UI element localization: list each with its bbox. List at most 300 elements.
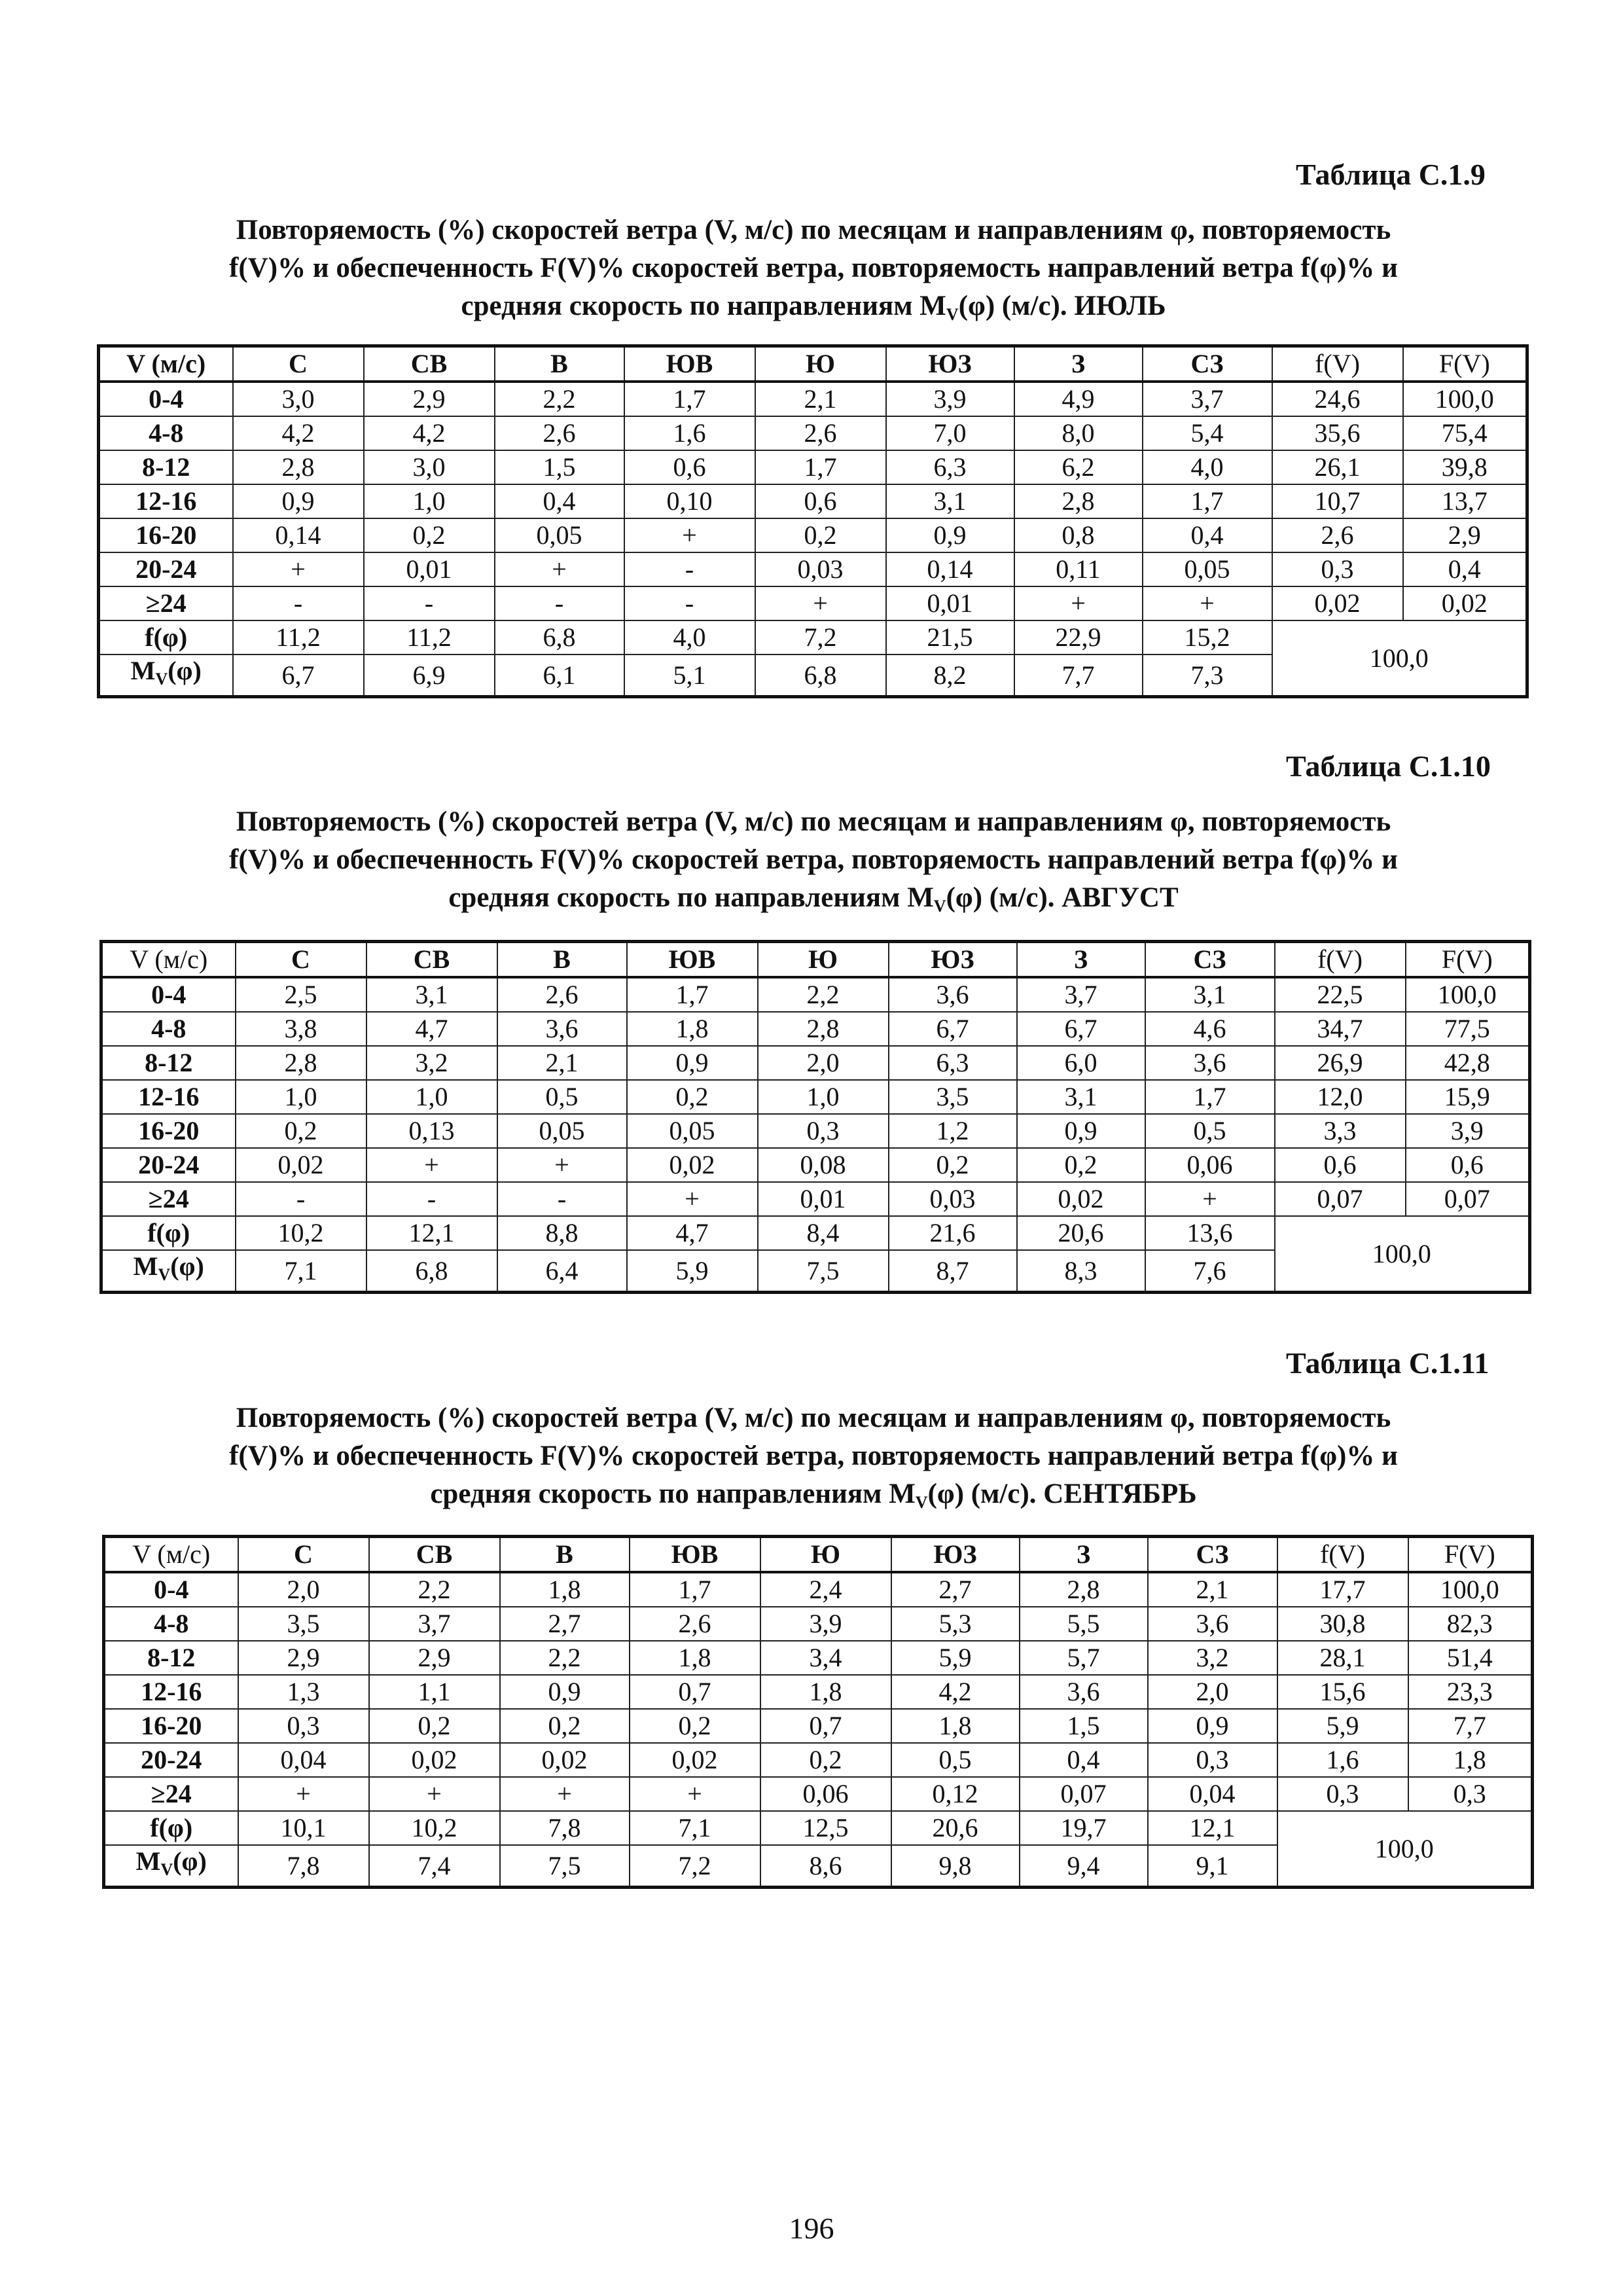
table-cell: 0,12 bbox=[891, 1777, 1020, 1811]
table-cell: 4,0 bbox=[1143, 450, 1272, 484]
table-cell: 0,4 bbox=[1403, 552, 1527, 586]
total-cell: 100,0 bbox=[1272, 620, 1527, 697]
table-cell: - bbox=[497, 1182, 627, 1216]
table-cell: 0,6 bbox=[624, 450, 755, 484]
table-cell: 2,2 bbox=[369, 1572, 500, 1607]
table-cell: + bbox=[627, 1182, 758, 1216]
table-row bbox=[104, 1675, 1533, 1709]
row-label-subscript: V bbox=[155, 670, 168, 689]
row-label-tail: (φ) bbox=[173, 1846, 207, 1876]
table-cell: 7,5 bbox=[500, 1845, 630, 1888]
row-label: 8-12 bbox=[104, 1641, 238, 1675]
table-cell: 3,7 bbox=[369, 1607, 500, 1641]
table-cell: 2,9 bbox=[369, 1641, 500, 1675]
table-cell: 0,2 bbox=[364, 518, 495, 552]
table-row bbox=[101, 1080, 1530, 1114]
table-cell: 0,2 bbox=[630, 1709, 760, 1743]
table-header-row bbox=[101, 942, 1530, 978]
wind-table-august bbox=[99, 940, 1531, 1294]
header-cell: СВ bbox=[366, 942, 497, 978]
title-line bbox=[97, 287, 1530, 334]
table-cell: 2,7 bbox=[500, 1607, 630, 1641]
table-cell: 35,6 bbox=[1272, 416, 1403, 450]
total-cell: 100,0 bbox=[1275, 1216, 1530, 1293]
table-cell: 0,14 bbox=[233, 518, 364, 552]
header-cell: СВ bbox=[369, 1537, 500, 1573]
title-line-text: средняя скорость по направлениям M bbox=[448, 882, 934, 913]
table-cell: 0,01 bbox=[758, 1182, 889, 1216]
table-cell: 0,11 bbox=[1014, 552, 1143, 586]
table-cell: 6,8 bbox=[755, 655, 886, 697]
table-cell: 3,1 bbox=[366, 977, 497, 1012]
table-cell: 0,2 bbox=[760, 1743, 891, 1777]
table-cell: 13,7 bbox=[1403, 484, 1527, 518]
table-cell: 0,14 bbox=[886, 552, 1014, 586]
table-label: Таблица С.1.10 bbox=[1286, 749, 1491, 783]
title-line-text: (φ) (м/с). ИЮЛЬ bbox=[958, 291, 1166, 321]
header-cell: З bbox=[1017, 942, 1145, 978]
table-cell: + bbox=[1145, 1182, 1275, 1216]
row-label: 20-24 bbox=[104, 1743, 238, 1777]
title-line-text: средняя скорость по направлениям M bbox=[430, 1479, 916, 1509]
table-cell: 1,7 bbox=[755, 450, 886, 484]
table-cell: 0,4 bbox=[495, 484, 624, 518]
table-cell: 6,8 bbox=[366, 1250, 497, 1293]
table-cell: 6,4 bbox=[497, 1250, 627, 1293]
table-row bbox=[99, 518, 1527, 552]
table-cell: 0,13 bbox=[366, 1114, 497, 1148]
table-cell: 0,2 bbox=[889, 1148, 1017, 1182]
table-cell: 1,8 bbox=[891, 1709, 1020, 1743]
table-cell: 2,8 bbox=[233, 450, 364, 484]
row-label: ≥24 bbox=[104, 1777, 238, 1811]
table-cell: 6,9 bbox=[364, 655, 495, 697]
table-row bbox=[101, 1012, 1530, 1046]
table-cell: 10,2 bbox=[369, 1811, 500, 1845]
table-cell: 2,6 bbox=[1272, 518, 1403, 552]
table-cell: 20,6 bbox=[1017, 1216, 1145, 1250]
table-row bbox=[104, 1641, 1533, 1675]
table-row bbox=[101, 1114, 1530, 1148]
table-cell: 0,05 bbox=[495, 518, 624, 552]
header-cell: f(V) bbox=[1272, 346, 1403, 382]
table-cell: 7,0 bbox=[886, 416, 1014, 450]
row-label: f(φ) bbox=[101, 1216, 236, 1250]
table-cell: 0,5 bbox=[891, 1743, 1020, 1777]
table-cell: 5,9 bbox=[1277, 1709, 1408, 1743]
table-cell: + bbox=[369, 1777, 500, 1811]
table-row-f-phi bbox=[101, 1216, 1530, 1250]
header-cell: Ю bbox=[760, 1537, 891, 1573]
table-title bbox=[97, 211, 1530, 334]
row-label: 20-24 bbox=[101, 1148, 236, 1182]
table-row bbox=[104, 1572, 1533, 1607]
table-header-row bbox=[99, 346, 1527, 382]
table-cell: 0,4 bbox=[1020, 1743, 1148, 1777]
table-label: Таблица С.1.11 bbox=[1286, 1346, 1489, 1380]
table-cell: 5,7 bbox=[1020, 1641, 1148, 1675]
table-cell: 51,4 bbox=[1408, 1641, 1533, 1675]
header-cell: Ю bbox=[758, 942, 889, 978]
table-cell: 3,7 bbox=[1143, 382, 1272, 416]
table-cell: 4,7 bbox=[627, 1216, 758, 1250]
table-cell: 21,6 bbox=[889, 1216, 1017, 1250]
table-cell: 4,0 bbox=[624, 620, 755, 655]
table-cell: 3,0 bbox=[233, 382, 364, 416]
table-cell: 1,8 bbox=[500, 1572, 630, 1607]
table-row bbox=[101, 1046, 1530, 1080]
row-label: 12-16 bbox=[99, 484, 233, 518]
table-cell: 9,4 bbox=[1020, 1845, 1148, 1888]
title-subscript: V bbox=[933, 897, 946, 916]
row-label-subscript: V bbox=[160, 1860, 173, 1879]
table-cell: 2,2 bbox=[495, 382, 624, 416]
table-cell: 0,3 bbox=[1272, 552, 1403, 586]
table-cell: 15,9 bbox=[1406, 1080, 1530, 1114]
table-cell: 39,8 bbox=[1403, 450, 1527, 484]
row-label-tail: (φ) bbox=[170, 1251, 204, 1281]
table-cell: 3,3 bbox=[1275, 1114, 1406, 1148]
table-cell: 1,8 bbox=[627, 1012, 758, 1046]
table-cell: 0,03 bbox=[755, 552, 886, 586]
table-cell: 10,2 bbox=[236, 1216, 366, 1250]
title-line-text: (φ) (м/с). АВГУСТ bbox=[946, 882, 1179, 913]
header-cell: ЮВ bbox=[630, 1537, 760, 1573]
table-cell: 0,02 bbox=[369, 1743, 500, 1777]
row-label: ≥24 bbox=[101, 1182, 236, 1216]
table-cell: + bbox=[624, 518, 755, 552]
row-label: 16-20 bbox=[101, 1114, 236, 1148]
table-cell: 10,1 bbox=[238, 1811, 369, 1845]
table-cell: 10,7 bbox=[1272, 484, 1403, 518]
table-cell: 11,2 bbox=[233, 620, 364, 655]
row-label: 0-4 bbox=[99, 382, 233, 416]
row-label-main: M bbox=[135, 1846, 161, 1876]
table-cell: 1,3 bbox=[238, 1675, 369, 1709]
table-row bbox=[101, 977, 1530, 1012]
table-cell: 3,5 bbox=[889, 1080, 1017, 1114]
table-cell: 2,9 bbox=[1403, 518, 1527, 552]
table-cell: 0,2 bbox=[755, 518, 886, 552]
table-cell: 0,07 bbox=[1275, 1182, 1406, 1216]
title-line-text: (φ) (м/с). СЕНТЯБРЬ bbox=[927, 1479, 1197, 1509]
row-label: ≥24 bbox=[99, 586, 233, 620]
table-cell: + bbox=[238, 1777, 369, 1811]
table-cell: 15,6 bbox=[1277, 1675, 1408, 1709]
table-cell: 0,9 bbox=[500, 1675, 630, 1709]
table-cell: 2,9 bbox=[238, 1641, 369, 1675]
table-cell: 1,7 bbox=[1145, 1080, 1275, 1114]
table-row bbox=[104, 1777, 1533, 1811]
table-cell: 5,1 bbox=[624, 655, 755, 697]
table-cell: 0,4 bbox=[1143, 518, 1272, 552]
table-cell: + bbox=[1014, 586, 1143, 620]
table-cell: 12,1 bbox=[366, 1216, 497, 1250]
table-cell: 1,0 bbox=[364, 484, 495, 518]
table-cell: - bbox=[624, 586, 755, 620]
table-cell: 3,1 bbox=[886, 484, 1014, 518]
table-cell: 8,0 bbox=[1014, 416, 1143, 450]
table-cell: 8,2 bbox=[886, 655, 1014, 697]
table-cell: 11,2 bbox=[364, 620, 495, 655]
row-label: 4-8 bbox=[101, 1012, 236, 1046]
header-cell: З bbox=[1020, 1537, 1148, 1573]
table-cell: 2,2 bbox=[758, 977, 889, 1012]
table-cell: - bbox=[233, 586, 364, 620]
table-cell: 0,9 bbox=[1148, 1709, 1277, 1743]
header-cell: СЗ bbox=[1143, 346, 1272, 382]
table-cell: + bbox=[755, 586, 886, 620]
table-cell: 3,6 bbox=[1148, 1607, 1277, 1641]
table-cell: 7,6 bbox=[1145, 1250, 1275, 1293]
table-cell: 0,02 bbox=[1017, 1182, 1145, 1216]
table-cell: 8,4 bbox=[758, 1216, 889, 1250]
table-cell: 0,02 bbox=[1403, 586, 1527, 620]
table-cell: 77,5 bbox=[1406, 1012, 1530, 1046]
table-cell: 19,7 bbox=[1020, 1811, 1148, 1845]
table-row bbox=[99, 484, 1527, 518]
header-cell: f(V) bbox=[1275, 942, 1406, 978]
page-number: 196 bbox=[789, 2212, 834, 2245]
table-cell: 2,0 bbox=[758, 1046, 889, 1080]
table-cell: 0,3 bbox=[238, 1709, 369, 1743]
table-cell: 1,7 bbox=[1143, 484, 1272, 518]
header-cell: СВ bbox=[364, 346, 495, 382]
table-cell: 3,9 bbox=[886, 382, 1014, 416]
table-cell: 6,8 bbox=[495, 620, 624, 655]
title-line: f(V)% и обеспеченность F(V)% скоростей ветра, повторяемость направлений ветра f(φ)% и bbox=[229, 1441, 1398, 1471]
title-line-text: средняя скорость по направлениям M bbox=[461, 291, 946, 321]
table-cell: 7,2 bbox=[755, 620, 886, 655]
table-cell: 100,0 bbox=[1403, 382, 1527, 416]
header-cell: V (м/с) bbox=[99, 346, 233, 382]
row-label: 16-20 bbox=[104, 1709, 238, 1743]
table-cell: 26,1 bbox=[1272, 450, 1403, 484]
table-row bbox=[99, 416, 1527, 450]
table-cell: + bbox=[233, 552, 364, 586]
table-cell: + bbox=[366, 1148, 497, 1182]
table-cell: 4,2 bbox=[233, 416, 364, 450]
table-cell: 100,0 bbox=[1408, 1572, 1533, 1607]
table-cell: 7,3 bbox=[1143, 655, 1272, 697]
table-cell: 2,2 bbox=[500, 1641, 630, 1675]
table-cell: 2,8 bbox=[758, 1012, 889, 1046]
table-cell: 3,6 bbox=[1145, 1046, 1275, 1080]
row-label-subscript: V bbox=[158, 1265, 171, 1284]
table-cell: 2,0 bbox=[1148, 1675, 1277, 1709]
row-label-tail: (φ) bbox=[168, 656, 202, 685]
table-cell: 34,7 bbox=[1275, 1012, 1406, 1046]
table-title bbox=[97, 803, 1530, 925]
table-cell: 8,6 bbox=[760, 1845, 891, 1888]
table-cell: 0,03 bbox=[889, 1182, 1017, 1216]
table-cell: 13,6 bbox=[1145, 1216, 1275, 1250]
table-cell: 0,07 bbox=[1406, 1182, 1530, 1216]
table-row bbox=[99, 552, 1527, 586]
table-cell: 1,6 bbox=[624, 416, 755, 450]
table-cell: 0,02 bbox=[630, 1743, 760, 1777]
table-cell: 7,5 bbox=[758, 1250, 889, 1293]
header-cell: ЮЗ bbox=[889, 942, 1017, 978]
table-cell: - bbox=[364, 586, 495, 620]
row-label: 20-24 bbox=[99, 552, 233, 586]
table-cell: 0,6 bbox=[1406, 1148, 1530, 1182]
table-cell: 0,04 bbox=[238, 1743, 369, 1777]
table-cell: 1,0 bbox=[758, 1080, 889, 1114]
table-cell: + bbox=[630, 1777, 760, 1811]
total-cell: 100,0 bbox=[1277, 1811, 1533, 1888]
table-cell: 7,4 bbox=[369, 1845, 500, 1888]
table-row bbox=[101, 1148, 1530, 1182]
table-row-f-phi bbox=[104, 1811, 1533, 1845]
table-cell: 22,5 bbox=[1275, 977, 1406, 1012]
table-cell: 12,1 bbox=[1148, 1811, 1277, 1845]
table-cell: 0,3 bbox=[1148, 1743, 1277, 1777]
table-cell: 0,07 bbox=[1020, 1777, 1148, 1811]
table-cell: 0,02 bbox=[500, 1743, 630, 1777]
table-cell: 9,8 bbox=[891, 1845, 1020, 1888]
table-cell: 1,8 bbox=[760, 1675, 891, 1709]
row-label: 8-12 bbox=[99, 450, 233, 484]
table-cell: 3,5 bbox=[238, 1607, 369, 1641]
table-cell: 2,7 bbox=[891, 1572, 1020, 1607]
header-cell: СЗ bbox=[1145, 942, 1275, 978]
table-cell: 0,9 bbox=[627, 1046, 758, 1080]
table-cell: 0,3 bbox=[1277, 1777, 1408, 1811]
table-cell: 6,0 bbox=[1017, 1046, 1145, 1080]
table-cell: 7,7 bbox=[1014, 655, 1143, 697]
table-cell: 2,8 bbox=[1020, 1572, 1148, 1607]
table-cell: 1,2 bbox=[889, 1114, 1017, 1148]
row-label-main: M bbox=[130, 656, 156, 685]
row-label: f(φ) bbox=[104, 1811, 238, 1845]
table-cell: 6,3 bbox=[886, 450, 1014, 484]
table-cell: 0,6 bbox=[1275, 1148, 1406, 1182]
header-cell: V (м/с) bbox=[104, 1537, 238, 1573]
table-cell: - bbox=[236, 1182, 366, 1216]
table-cell: 3,8 bbox=[236, 1012, 366, 1046]
row-label-main: M bbox=[133, 1251, 158, 1281]
table-cell: 2,5 bbox=[236, 977, 366, 1012]
table-cell: - bbox=[366, 1182, 497, 1216]
table-cell: 0,6 bbox=[755, 484, 886, 518]
table-row bbox=[99, 450, 1527, 484]
header-cell: ЮЗ bbox=[886, 346, 1014, 382]
table-header-row bbox=[104, 1537, 1533, 1573]
row-label: 12-16 bbox=[104, 1675, 238, 1709]
table-cell: 0,10 bbox=[624, 484, 755, 518]
table-cell: 12,0 bbox=[1275, 1080, 1406, 1114]
table-cell: 2,1 bbox=[755, 382, 886, 416]
table-cell: 2,8 bbox=[1014, 484, 1143, 518]
table-cell: 3,2 bbox=[1148, 1641, 1277, 1675]
header-cell: f(V) bbox=[1277, 1537, 1408, 1573]
table-cell: 100,0 bbox=[1406, 977, 1530, 1012]
table-cell: 3,9 bbox=[1406, 1114, 1530, 1148]
table-row-f-phi bbox=[99, 620, 1527, 655]
table-cell: 0,02 bbox=[1272, 586, 1403, 620]
table-cell: 3,9 bbox=[760, 1607, 891, 1641]
table-cell: 3,0 bbox=[364, 450, 495, 484]
header-cell: F(V) bbox=[1406, 942, 1530, 978]
table-cell: 0,01 bbox=[886, 586, 1014, 620]
table-cell: 0,06 bbox=[1145, 1148, 1275, 1182]
table-cell: 4,2 bbox=[891, 1675, 1020, 1709]
table-cell: 0,8 bbox=[1014, 518, 1143, 552]
table-row bbox=[104, 1709, 1533, 1743]
table-cell: 2,9 bbox=[364, 382, 495, 416]
header-cell: СЗ bbox=[1148, 1537, 1277, 1573]
table-cell: 0,01 bbox=[364, 552, 495, 586]
table-cell: 4,7 bbox=[366, 1012, 497, 1046]
table-cell: 22,9 bbox=[1014, 620, 1143, 655]
table-cell: 2,1 bbox=[1148, 1572, 1277, 1607]
table-cell: 1,7 bbox=[630, 1572, 760, 1607]
table-cell: 30,8 bbox=[1277, 1607, 1408, 1641]
header-cell: F(V) bbox=[1408, 1537, 1533, 1573]
table-cell: 0,7 bbox=[760, 1709, 891, 1743]
table-cell: 0,5 bbox=[1145, 1114, 1275, 1148]
wind-table-september bbox=[102, 1535, 1534, 1889]
header-cell: В bbox=[497, 942, 627, 978]
table-cell: 3,6 bbox=[1020, 1675, 1148, 1709]
table-cell: 21,5 bbox=[886, 620, 1014, 655]
table-cell: 0,2 bbox=[369, 1709, 500, 1743]
table-cell: 4,9 bbox=[1014, 382, 1143, 416]
table-cell: 1,6 bbox=[1277, 1743, 1408, 1777]
table-cell: + bbox=[1143, 586, 1272, 620]
table-cell: 0,3 bbox=[758, 1114, 889, 1148]
table-cell: 2,4 bbox=[760, 1572, 891, 1607]
table-cell: 2,6 bbox=[495, 416, 624, 450]
table-cell: 3,1 bbox=[1017, 1080, 1145, 1114]
table-cell: 0,9 bbox=[233, 484, 364, 518]
row-label: f(φ) bbox=[99, 620, 233, 655]
table-cell: 5,4 bbox=[1143, 416, 1272, 450]
table-cell: 0,02 bbox=[627, 1148, 758, 1182]
title-line: f(V)% и обеспеченность F(V)% скоростей ветра, повторяемость направлений ветра f(φ)% и bbox=[229, 253, 1398, 283]
table-cell: 5,3 bbox=[891, 1607, 1020, 1641]
table-cell: 0,05 bbox=[497, 1114, 627, 1148]
table-cell: 3,2 bbox=[366, 1046, 497, 1080]
table-cell: 12,5 bbox=[760, 1811, 891, 1845]
row-label bbox=[104, 1845, 238, 1888]
table-row bbox=[99, 586, 1527, 620]
table-cell: 6,7 bbox=[1017, 1012, 1145, 1046]
table-row bbox=[99, 382, 1527, 416]
row-label: 12-16 bbox=[101, 1080, 236, 1114]
table-cell: 0,9 bbox=[886, 518, 1014, 552]
table-cell: 1,8 bbox=[630, 1641, 760, 1675]
title-line: Повторяемость (%) скоростей ветра (V, м/с) по месяцам и направлениям φ, повторяемость bbox=[236, 806, 1391, 837]
table-cell: 4,6 bbox=[1145, 1012, 1275, 1046]
table-cell: 15,2 bbox=[1143, 620, 1272, 655]
table-cell: 0,04 bbox=[1148, 1777, 1277, 1811]
table-row bbox=[104, 1607, 1533, 1641]
header-cell: С bbox=[238, 1537, 369, 1573]
header-cell: ЮЗ bbox=[891, 1537, 1020, 1573]
table-cell: 0,05 bbox=[627, 1114, 758, 1148]
table-cell: 2,1 bbox=[497, 1046, 627, 1080]
title-line bbox=[97, 1475, 1530, 1522]
table-cell: + bbox=[495, 552, 624, 586]
table-cell: 82,3 bbox=[1408, 1607, 1533, 1641]
table-cell: 8,7 bbox=[889, 1250, 1017, 1293]
table-cell: 3,4 bbox=[760, 1641, 891, 1675]
table-cell: 2,0 bbox=[238, 1572, 369, 1607]
title-line bbox=[97, 879, 1530, 925]
row-label: 4-8 bbox=[99, 416, 233, 450]
